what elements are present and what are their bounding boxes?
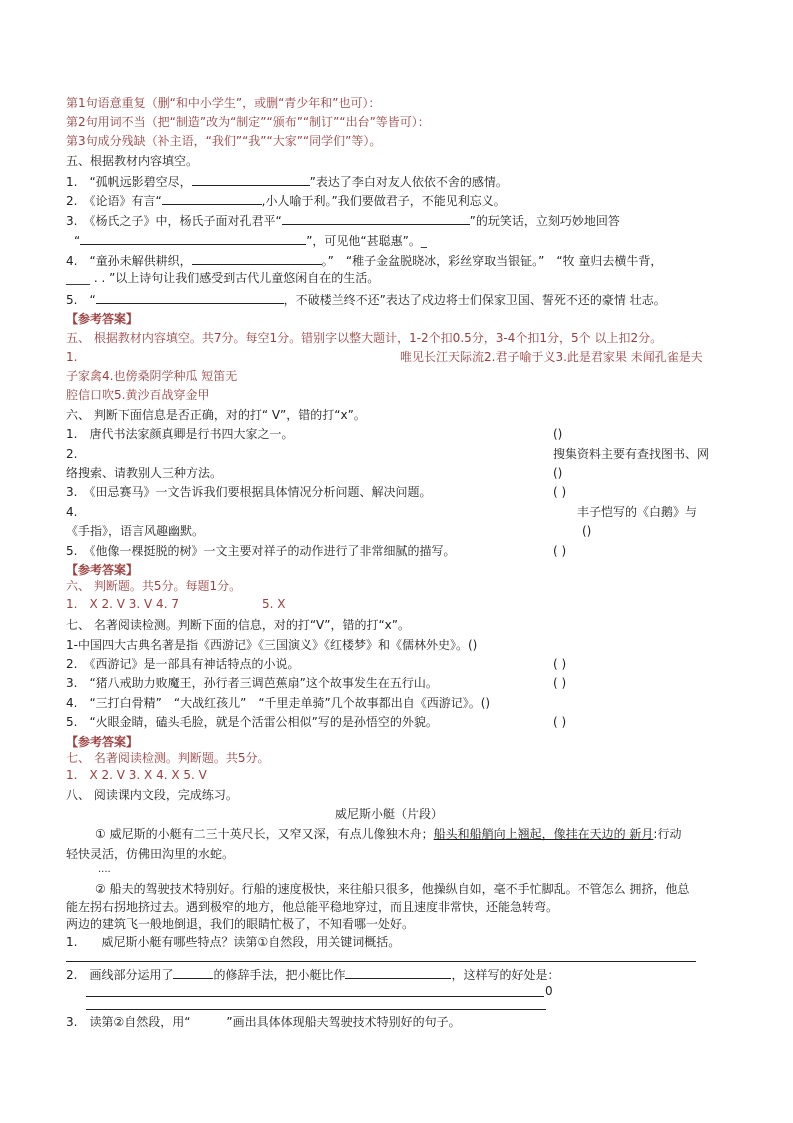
question-6-1: 1. 唐代书法家颜真卿是行书四大家之一。 <box>66 427 294 441</box>
section-8-title: 八、 阅读课内文段，完成练习。 <box>66 788 238 802</box>
question-6-2: 2. <box>66 447 78 461</box>
question-5-3-cont <box>74 232 427 249</box>
blank[interactable] <box>192 252 322 265</box>
q5-4-text-b: 。” “稚子金盆脱晓冰，彩丝穿取当银钲。” “牧 童归去横牛背， <box>321 254 663 268</box>
question-7-5: 5. “火眼金睛，磕头毛脸，就是个活雷公相似”写的是孙悟空的外貌。 <box>66 715 438 729</box>
question-7-2: 2. 《西游记》是一部具有神话特点的小说。 <box>66 657 300 671</box>
question-6-5: 5. 《他像一棵挺脱的树》一文主要对祥子的动作进行了非常细腻的描写。 <box>66 544 456 558</box>
blank[interactable] <box>282 212 470 225</box>
emphasis-dots: .... <box>98 864 111 875</box>
answer-5-line-3: 子家禽4.也傍桑阴学种瓜 短笛无 <box>66 369 238 383</box>
question-6-2-text: 搜集资料主要有查找图书、网 <box>553 447 710 461</box>
section-5-title: 五、根据教材内容填空。 <box>66 154 199 168</box>
passage-paragraph-1 <box>95 826 681 842</box>
answer-6-line-1: 六、 判断题。共5分。每题1分。 <box>66 579 242 593</box>
question-6-2-cont: 络搜索、请教别人三种方法。 <box>66 466 223 480</box>
question-6-4-cont: 《手指》，语言风趣幽默。 <box>66 524 205 538</box>
passage-paragraph-2-cont-1: 能左拐右拐地挤过去。遇到极窄的地方，他总能平稳地穿过，而且速度非常快，还能急转弯。 <box>66 900 559 914</box>
passage-paragraph-1-cont: 轻快灵活，仿佛田沟里的水蛇。 <box>66 847 235 861</box>
blank[interactable] <box>162 192 262 205</box>
q8-2-text-b: 的修辞手法，把小艇比作 <box>213 968 346 982</box>
q5-1-text-b: ”表达了李白对友人依依不舍的感情。 <box>309 175 508 189</box>
answer-5-line-1: 五、 根据教材内容填空。共7分。每空1分。错别字以整大题计，1-2个扣0.5分，3-4个扣1分，5个 以上扣2分。 <box>66 331 663 345</box>
question-6-4: 4. <box>66 505 78 519</box>
passage-paragraph-2-cont-2: 两边的建筑飞一般地倒退，我们的眼睛忙极了，不知看哪一处好。 <box>66 917 415 931</box>
q5-3-text-a: 3. 《杨氏之子》中，杨氏子面对孔君平“ <box>66 214 282 228</box>
question-5-1 <box>66 173 508 190</box>
answer-line-1: 第1句语意重复（删“和中小学生”，或删“青少年和”也可）： <box>66 96 381 110</box>
question-8-1: 1. 威尼斯小艇有哪些特点？读第①自然段，用关键词概括。 <box>66 935 401 949</box>
question-5-5 <box>66 291 666 308</box>
question-8-2 <box>66 966 559 983</box>
question-7-1: 1-中国四大古典名著是指《西游记》《三国演义》《红楼梦》和《儒林外史》。() <box>66 638 478 652</box>
question-5-3 <box>66 212 620 229</box>
answer-paren[interactable]: () <box>582 524 592 538</box>
p1-underlined-text: 船头和船艄向上翘起，像挂在天边的 新月 <box>433 827 654 841</box>
answer-line-2: 第2句用词不当（把“制造”改为“制定”“颁布”“制订”“出台”等皆可）： <box>66 115 430 129</box>
blank[interactable] <box>96 291 284 304</box>
q5-4-text-a: 4. “童孙未解供耕织， <box>66 254 192 268</box>
answer-5-line-2b: 唯见长江天际流2.君子喻于义3.此是君家果 未闻孔雀是夫 <box>400 350 703 364</box>
question-5-2 <box>66 192 506 209</box>
answer-paren[interactable]: () <box>553 466 563 480</box>
section-6-title: 六、 判断下面信息是否正确，对的打“ V”，错的打“x”。 <box>66 408 366 422</box>
p1-text-a: ① 威尼斯的小艇有二三十英尺长，又窄又深，有点儿像独木舟； <box>95 827 434 841</box>
answer-paren[interactable]: ( ) <box>553 657 567 671</box>
blank[interactable] <box>80 232 306 245</box>
q5-3-text-d: ”，可见他“甚聪惠”。_ <box>306 234 427 248</box>
answer-5-line-2a: 1. <box>66 350 78 364</box>
answer-5-line-4: 腔信口吹5.黄沙百战穿金甲 <box>66 388 210 402</box>
question-8-3: 3. 读第②自然段，用“ ”画出具体体现船夫驾驶技术特别好的句子。 <box>66 1015 461 1029</box>
q5-1-text-a: 1. “孤帆远影碧空尽， <box>66 175 192 189</box>
q5-2-text-a: 2. 《论语》有言“ <box>66 194 162 208</box>
q5-3-text-c: “ <box>74 234 81 248</box>
question-6-3: 3. 《田忌赛马》一文告诉我们要根据具体情况分析问题、解决问题。 <box>66 485 432 499</box>
reference-answer-heading: 【参考答案】 <box>66 563 139 577</box>
answer-7-line-1: 七、 名著阅读检测。判断题。共5分。 <box>66 751 270 765</box>
q8-2-text-a: 2. 画线部分运用了 <box>66 968 174 982</box>
passage-title: 威尼斯小艇（片段） <box>335 807 444 821</box>
answer-line-end: 0 <box>545 984 553 998</box>
blank[interactable] <box>173 966 213 979</box>
answer-line-3: 第3句成分残缺（补主语，“我们”“我”“大家”“同学们”等）。 <box>66 134 382 148</box>
reference-answer-heading: 【参考答案】 <box>66 312 139 326</box>
answer-6-line-2b: 5. X <box>262 597 286 611</box>
q5-2-text-b: ,小人喻于利。”我们要做君子，不能见利忘义。 <box>261 194 506 208</box>
answer-paren[interactable]: ( ) <box>553 544 567 558</box>
p1-text-b: :行动 <box>653 827 682 841</box>
answer-line[interactable] <box>86 1009 546 1010</box>
answer-paren[interactable]: ( ) <box>553 485 567 499</box>
section-7-title: 七、 名著阅读检测。判断下面的信息，对的打“V”，错的打“x”。 <box>66 618 410 632</box>
question-7-3: 3. “猪八戒助力败魔王，孙行者三调芭蕉扇”这个故事发生在五行山。 <box>66 676 438 690</box>
answer-line[interactable] <box>86 996 544 997</box>
answer-line[interactable] <box>66 961 696 962</box>
question-7-4: 4. “三打白骨精” “大战红孩儿” “千里走单骑”几个故事都出自《西游记》。() <box>66 696 491 710</box>
question-6-4-text: 丰子恺写的《白鹅》与 <box>577 505 698 519</box>
q5-3-text-b: ”的玩笑话，立刻巧妙地回答 <box>469 214 620 228</box>
answer-paren[interactable]: () <box>553 427 563 441</box>
question-5-4 <box>66 252 662 269</box>
q8-2-text-c: ，这样写的好处是： <box>451 968 560 982</box>
question-5-4-cont: ____ . . ”以上诗句让我们感受到古代儿童悠闲自在的生活。 <box>66 271 380 285</box>
reference-answer-heading: 【参考答案】 <box>66 735 139 749</box>
passage-paragraph-2: ② 船夫的驾驶技术特别好。行船的速度极快，来往船只很多，他操纵自如，毫不手忙脚乱。不管怎么 拥挤，他总 <box>95 882 690 896</box>
answer-7-line-2: 1. X 2. V 3. X 4. X 5. V <box>66 768 207 782</box>
q5-5-text-a: 5. “ <box>66 293 96 307</box>
answer-6-line-2a: 1. X 2. V 3. V 4. 7 <box>66 597 179 611</box>
blank[interactable] <box>192 173 310 186</box>
answer-paren[interactable]: ( ) <box>553 676 567 690</box>
q5-5-text-b: ，不破楼兰终不还”表达了戍边将士们保家卫国、誓死不还的豪情 壮志。 <box>283 293 666 307</box>
blank[interactable] <box>345 966 451 979</box>
answer-paren[interactable]: ( ) <box>553 715 567 729</box>
